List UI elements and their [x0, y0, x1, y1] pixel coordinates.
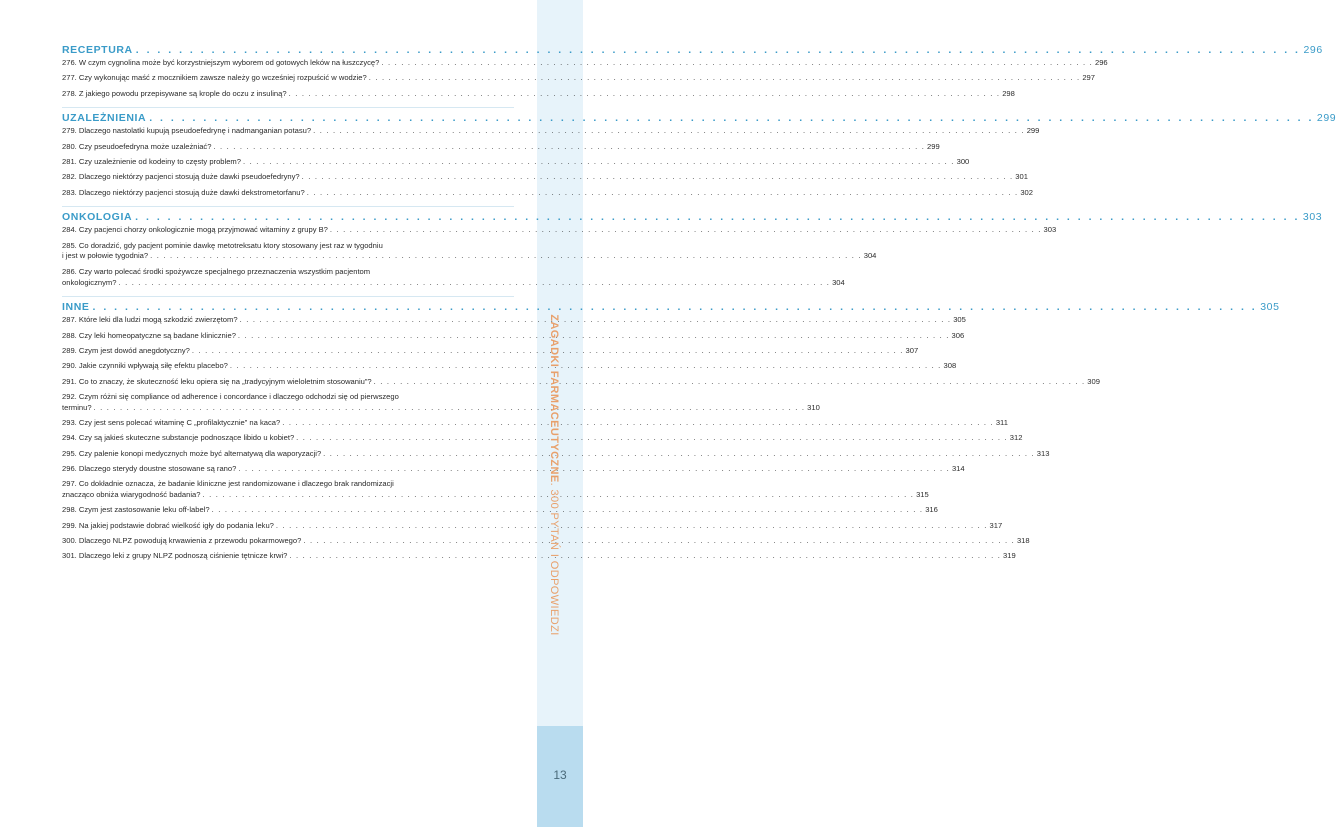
book-title-main: ZAGADKI FARMACEUTYCZNE: [548, 314, 560, 483]
dot-leader: . . . . . . . . . . . . . . . . . . . . . . . . . . . . . . . . . . . . . . . . . . . . . . . . . . . . . . . . . . . . . . . . . . . . . . . . . . . . . . . . . . . . . . . . . . . . . . . . . . . . . . . . . . . .: [149, 112, 1314, 125]
entry-text: 294. Czy są jakieś skuteczne substancje podnoszące libido u kobiet?: [62, 433, 295, 443]
entry-text: znacząco obniża wiarygodność badania?: [62, 489, 201, 499]
entry-page: 313: [1036, 448, 1050, 458]
entry-text: 290. Jakie czynniki wpływają siłę efektu placebo?: [62, 361, 228, 371]
entry-text-line1: 292. Czym różni się compliance od adherence i concordance i dlaczego odchodzi się od pierwszego: [62, 391, 399, 401]
entry-text: 300. Dlaczego NLPZ powodują krwawienia z przewodu pokarmowego?: [62, 535, 302, 545]
section-page: 296: [1303, 44, 1323, 56]
entry-text: 281. Czy uzależnienie od kodeiny to częsty problem?: [62, 156, 241, 166]
dot-leader: . . . . . . . . . . . . . . . . . . . . . . . . . . . . . . . . . . . . . . . . . . . . . . . . . . . . . . . . . . . . . . . . . . . . . . . . . . . . . . . . . . . . . . . . . . . . . . . . . . . . . . . . . . . .: [288, 88, 1001, 98]
entry-page: 305: [953, 315, 966, 325]
entry-text: 283. Dlaczego niektórzy pacjenci stosują duże dawki dekstrometorfanu?: [62, 187, 305, 197]
toc-entry[interactable]: [62, 73, 1095, 84]
section-heading[interactable]: [62, 206, 1323, 224]
toc-entry[interactable]: [62, 240, 877, 263]
entry-page: 310: [807, 402, 820, 412]
entry-text: 276. W czym cygnolina może być korzystniejszym wyborem od gotowych leków na łuszczycę?: [62, 58, 380, 67]
dot-leader: . . . . . . . . . . . . . . . . . . . . . . . . . . . . . . . . . . . . . . . . . . . . . . . . . . . . . . . . . . . . . . . . . . . . . . . . . . . . . . . . . . . . . . . . . . . . . . . . . . . . . . . . . . . .: [303, 535, 1015, 545]
entry-text: 299. Na jakiej podstawie dobrać wielkość igły do podania leku?: [62, 520, 274, 530]
entry-text: 279. Dlaczego nastolatki kupują pseudoefedrynę i nadmanganian potasu?: [62, 126, 312, 136]
entry-text-line1: 285. Co doradzić, gdy pacjent pominie dawkę metotreksatu ktory stosowany jest raz w tygodniu: [62, 240, 383, 250]
toc-entry[interactable]: [62, 187, 1033, 199]
dot-leader: . . . . . . . . . . . . . . . . . . . . . . . . . . . . . . . . . . . . . . . . . . . . . . . . . . . . . . . . . . . . . . . . . . . . . . . . . . . . . . . . . . . . . . . . . . . . . . . . . . . . . . . . . . . .: [275, 520, 988, 530]
section-title: INNE: [62, 301, 90, 314]
section-heading[interactable]: [62, 296, 1280, 314]
dot-leader: . . . . . . . . . . . . . . . . . . . . . . . . . . . . . . . . . . . . . . . . . . . . . . . . . . . . . . . . . . . . . . . . . . . . . . . . . . . . . . . . . . . . . . . . . . . . . . . . . . . . . . . . . . . .: [202, 489, 915, 499]
dot-leader: . . . . . . . . . . . . . . . . . . . . . . . . . . . . . . . . . . . . . . . . . . . . . . . . . . . . . . . . . . . . . . . . . . . . . . . . . . . . . . . . . . . . . . . . . . . . . . . . . . . . . . . . . . . .: [296, 433, 1008, 443]
toc-entry[interactable]: [62, 479, 929, 501]
dot-leader: . . . . . . . . . . . . . . . . . . . . . . . . . . . . . . . . . . . . . . . . . . . . . . . . . . . . . . . . . . . . . . . . . . . . . . . . . . . . . . . . . . . . . . . . . . . . . . . . . . . . . . . . . . . .: [381, 58, 1093, 67]
toc-entry[interactable]: [62, 376, 1100, 388]
entry-text-line1: 297. Co dokładnie oznacza, że badanie kliniczne jest randomizowane i dlaczego brak randomizacji: [62, 479, 394, 489]
dot-leader: . . . . . . . . . . . . . . . . . . . . . . . . . . . . . . . . . . . . . . . . . . . . . . . . . . . . . . . . . . . . . . . . . . . . . . . . . . . . . . . . . . . . . . . . . . . . . . . . . . . . . . . . . . . .: [135, 211, 1300, 224]
entry-page: 302: [1020, 187, 1033, 197]
book-title-vertical: [548, 314, 560, 635]
book-title-subtitle: . 300 PYTAŃ I ODPOWIEDZI: [548, 482, 560, 636]
toc-entry[interactable]: [62, 520, 1003, 532]
entry-text: 278. Z jakiego powodu przepisywane są krople do oczu z insuliną?: [62, 88, 287, 98]
toc-entry[interactable]: [62, 535, 1030, 547]
section-heading[interactable]: [62, 44, 1323, 56]
dot-leader: . . . . . . . . . . . . . . . . . . . . . . . . . . . . . . . . . . . . . . . . . . . . . . . . . . . . . . . . . . . . . . . . . . . . . . . . . . . . . . . . . . . . . . . . . . . . . . . . . . . . . . . . . . . .: [368, 73, 1081, 83]
toc-entry[interactable]: [62, 58, 1108, 69]
dot-leader: . . . . . . . . . . . . . . . . . . . . . . . . . . . . . . . . . . . . . . . . . . . . . . . . . . . . . . . . . . . . . . . . . . . . . . . . . . . . . . . . . . . . . . . . . . . . . . . . . . . . . . . . . . . .: [92, 301, 1258, 314]
toc-entry[interactable]: [62, 225, 1057, 236]
entry-page: 312: [1009, 433, 1023, 443]
section-title: RECEPTURA: [62, 44, 133, 56]
entry-page: 311: [995, 417, 1008, 427]
section-page: 305: [1260, 301, 1280, 314]
section-title: UZALEŻNIENIA: [62, 112, 147, 125]
toc-entry[interactable]: [62, 345, 919, 357]
entry-text: 277. Czy wykonując maść z mocznikiem zawsze należy go wcześniej rozpuścić w wodzie?: [62, 73, 367, 83]
section-title: ONKOLOGIA: [62, 211, 133, 224]
toc-entry[interactable]: [62, 141, 940, 153]
entry-page: 317: [989, 520, 1003, 530]
dot-leader: . . . . . . . . . . . . . . . . . . . . . . . . . . . . . . . . . . . . . . . . . . . . . . . . . . . . . . . . . . . . . . . . . . . . . . . . . . . . . . . . . . . . . . . . . . . . . . . . . . . . . . . . . . . .: [306, 187, 1019, 197]
entry-page: 304: [863, 251, 877, 261]
entry-page: 316: [925, 505, 938, 515]
toc-entry[interactable]: [62, 391, 820, 414]
entry-page: 309: [1087, 376, 1100, 386]
entry-text: onkologicznym?: [62, 277, 117, 287]
dot-leader: . . . . . . . . . . . . . . . . . . . . . . . . . . . . . . . . . . . . . . . . . . . . . . . . . . . . . . . . . . . . . . . . . . . . . . . . . . . . . . . . . . . . . . . . . . . . . . . . . . . . . . . . . . . .: [301, 172, 1014, 182]
dot-leader: . . . . . . . . . . . . . . . . . . . . . . . . . . . . . . . . . . . . . . . . . . . . . . . . . . . . . . . . . . . . . . . . . . . . . . . . . . . . . . . . . . . . . . . . . . . . . . . . . . . . . . . . . . . .: [323, 448, 1035, 458]
entry-page: 299: [1026, 126, 1040, 136]
section-page: 303: [1302, 211, 1323, 224]
toc-entry[interactable]: [62, 551, 1016, 562]
entry-text: 280. Czy pseudoefedryna może uzależniać?: [62, 141, 212, 151]
entry-text: 289. Czym jest dowód anegdotyczny?: [62, 345, 190, 355]
section-page: 299: [1316, 112, 1336, 125]
section-heading[interactable]: [62, 107, 1336, 125]
entry-page: 297: [1082, 73, 1095, 83]
dot-leader: . . . . . . . . . . . . . . . . . . . . . . . . . . . . . . . . . . . . . . . . . . . . . . . . . . . . . . . . . . . . . . . . . . . . . . . . . . . . . . . . . . . . . . . . . . . . . . . . . . . . . . . . . . . .: [242, 156, 955, 166]
toc-entry[interactable]: [62, 361, 957, 372]
entry-page: 301: [1015, 172, 1028, 182]
entry-text-line1: 286. Czy warto polecać środki spożywcze specjalnego przeznaczenia wszystkim pacjentom: [62, 266, 371, 276]
toc-entry[interactable]: [62, 156, 970, 168]
entry-text: 282. Dlaczego niektórzy pacjenci stosują duże dawki pseudoefedryny?: [62, 172, 300, 182]
dot-leader: . . . . . . . . . . . . . . . . . . . . . . . . . . . . . . . . . . . . . . . . . . . . . . . . . . . . . . . . . . . . . . . . . . . . . . . . . . . . . . . . . . . . . . . . . . . . . . . . . . . . . . . . . . . .: [229, 361, 942, 371]
toc-entry[interactable]: [62, 172, 1028, 183]
entry-text: 293. Czy jest sens polecać witaminę C „profilaktycznie” na kaca?: [62, 417, 281, 427]
entry-page: 307: [905, 345, 919, 355]
entry-page: 299: [927, 141, 940, 151]
entry-text: 298. Czym jest zastosowanie leku off-label?: [62, 505, 210, 515]
dot-leader: . . . . . . . . . . . . . . . . . . . . . . . . . . . . . . . . . . . . . . . . . . . . . . . . . . . . . . . . . . . . . . . . . . . . . . . . . . . . . . . . . . . . . . . . . . . . . . . . . . . . . . . . . . . .: [313, 126, 1025, 136]
toc-entry[interactable]: [62, 126, 1040, 137]
entry-page: 315: [916, 489, 929, 499]
entry-text: 295. Czy palenie konopi medycznych może być alternatywą dla waporyzacji?: [62, 448, 322, 458]
page-number: 13: [553, 768, 567, 782]
entry-page: 298: [1002, 88, 1015, 98]
dot-leader: . . . . . . . . . . . . . . . . . . . . . . . . . . . . . . . . . . . . . . . . . . . . . . . . . . . . . . . . . . . . . . . . . . . . . . . . . . . . . . . . . . . . . . . . . . . . . . . . . . . . . . . . . . . .: [238, 463, 950, 473]
dot-leader: . . . . . . . . . . . . . . . . . . . . . . . . . . . . . . . . . . . . . . . . . . . . . . . . . . . . . . . . . . . . . . . . . . . . . . . . . . . . . . . . . . . . . . . . . . . . . . . . . . . . . . . . . . . .: [211, 505, 924, 515]
toc-entry[interactable]: [62, 266, 845, 289]
dot-leader: . . . . . . . . . . . . . . . . . . . . . . . . . . . . . . . . . . . . . . . . . . . . . . . . . . . . . . . . . . . . . . . . . . . . . . . . . . . . . . . . . . . . . . . . . . . . . . . . . . . . . . . . . . . .: [237, 330, 950, 340]
entry-page: 304: [832, 277, 845, 287]
toc-entry[interactable]: [62, 463, 965, 475]
dot-leader: . . . . . . . . . . . . . . . . . . . . . . . . . . . . . . . . . . . . . . . . . . . . . . . . . . . . . . . . . . . . . . . . . . . . . . . . . . . . . . . . . . . . . . . . . . . . . . . . . . . . . . . . . . . .: [150, 251, 862, 261]
dot-leader: . . . . . . . . . . . . . . . . . . . . . . . . . . . . . . . . . . . . . . . . . . . . . . . . . . . . . . . . . . . . . . . . . . . . . . . . . . . . . . . . . . . . . . . . . . . . . . . . . . . . . . . . . . . .: [118, 277, 831, 287]
entry-page: 300: [956, 156, 970, 166]
entry-page: 314: [951, 463, 965, 473]
toc-entry[interactable]: [62, 330, 965, 342]
toc-entry[interactable]: [62, 505, 938, 516]
entry-text: 291. Co to znaczy, że skuteczność leku opiera się na „tradycyjnym wieloletnim stosowaniu”?: [62, 376, 372, 386]
entry-page: 303: [1043, 225, 1057, 235]
dot-leader: . . . . . . . . . . . . . . . . . . . . . . . . . . . . . . . . . . . . . . . . . . . . . . . . . . . . . . . . . . . . . . . . . . . . . . . . . . . . . . . . . . . . . . . . . . . . . . . . . . . . . . . . . . . .: [329, 225, 1042, 235]
entry-text: 284. Czy pacjenci chorzy onkologicznie mogą przyjmować witaminy z grupy B?: [62, 225, 328, 235]
entry-text: 287. Które leki dla ludzi mogą szkodzić zwierzętom?: [62, 315, 238, 325]
dot-leader: . . . . . . . . . . . . . . . . . . . . . . . . . . . . . . . . . . . . . . . . . . . . . . . . . . . . . . . . . . . . . . . . . . . . . . . . . . . . . . . . . . . . . . . . . . . . . . . . . . . . . . . . . . . .: [213, 141, 926, 151]
toc-entry[interactable]: [62, 88, 1015, 100]
toc-entry[interactable]: [62, 433, 1023, 444]
entry-text: 296. Dlaczego sterydy doustne stosowane są rano?: [62, 463, 237, 473]
entry-page: 296: [1094, 58, 1108, 67]
toc-entry[interactable]: [62, 315, 966, 326]
toc-entry[interactable]: [62, 417, 1008, 429]
dot-leader: . . . . . . . . . . . . . . . . . . . . . . . . . . . . . . . . . . . . . . . . . . . . . . . . . . . . . . . . . . . . . . . . . . . . . . . . . . . . . . . . . . . . . . . . . . . . . . . . . . . . . . . . . . . .: [289, 551, 1002, 561]
dot-leader: . . . . . . . . . . . . . . . . . . . . . . . . . . . . . . . . . . . . . . . . . . . . . . . . . . . . . . . . . . . . . . . . . . . . . . . . . . . . . . . . . . . . . . . . . . . . . . . . . . . . . . . . . . . .: [282, 417, 994, 427]
entry-page: 306: [951, 330, 965, 340]
entry-page: 319: [1003, 551, 1016, 561]
entry-text: 288. Czy leki homeopatyczne są badane klinicznie?: [62, 330, 236, 340]
dot-leader: . . . . . . . . . . . . . . . . . . . . . . . . . . . . . . . . . . . . . . . . . . . . . . . . . . . . . . . . . . . . . . . . . . . . . . . . . . . . . . . . . . . . . . . . . . . . . . . . . . . . . . . . . . . .: [191, 345, 904, 355]
entry-page: 308: [943, 361, 957, 371]
dot-leader: . . . . . . . . . . . . . . . . . . . . . . . . . . . . . . . . . . . . . . . . . . . . . . . . . . . . . . . . . . . . . . . . . . . . . . . . . . . . . . . . . . . . . . . . . . . . . . . . . . . . . . . . . . . .: [135, 44, 1301, 56]
entry-text: i jest w połowie tygodnia?: [62, 251, 149, 261]
dot-leader: . . . . . . . . . . . . . . . . . . . . . . . . . . . . . . . . . . . . . . . . . . . . . . . . . . . . . . . . . . . . . . . . . . . . . . . . . . . . . . . . . . . . . . . . . . . . . . . . . . . . . . . . . . . .: [373, 376, 1086, 386]
dot-leader: . . . . . . . . . . . . . . . . . . . . . . . . . . . . . . . . . . . . . . . . . . . . . . . . . . . . . . . . . . . . . . . . . . . . . . . . . . . . . . . . . . . . . . . . . . . . . . . . . . . . . . . . . . . .: [93, 402, 806, 412]
toc-entry[interactable]: [62, 448, 1050, 460]
entry-page: 318: [1016, 535, 1030, 545]
entry-text: terminu?: [62, 402, 92, 412]
dot-leader: . . . . . . . . . . . . . . . . . . . . . . . . . . . . . . . . . . . . . . . . . . . . . . . . . . . . . . . . . . . . . . . . . . . . . . . . . . . . . . . . . . . . . . . . . . . . . . . . . . . . . . . . . . . .: [239, 315, 952, 325]
entry-text: 301. Dlaczego leki z grupy NLPZ podnoszą ciśnienie tętnicze krwi?: [62, 551, 288, 561]
